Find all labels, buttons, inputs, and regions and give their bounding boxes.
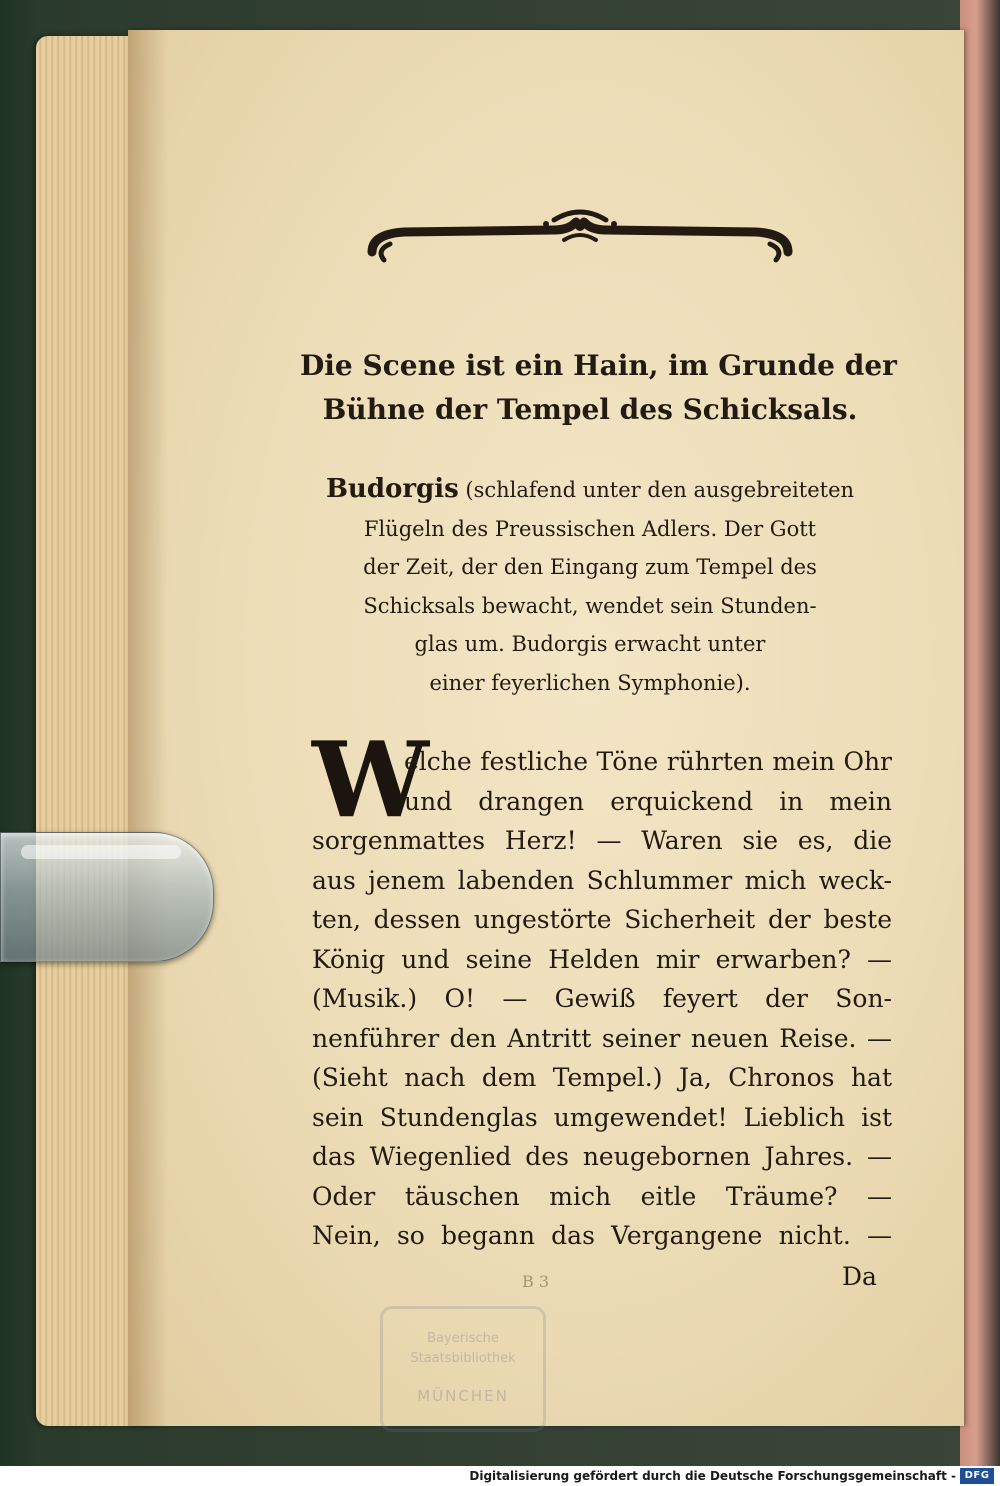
gutter-shadow (128, 30, 168, 1426)
stage-line-text: (schlafend unter den ausgebreiteten (465, 478, 855, 502)
body-line: König und seine Helden mir erwarben? — (312, 944, 892, 974)
clip-highlight (21, 845, 181, 859)
signature-mark: B 3 (522, 1272, 550, 1291)
body-line: (Musik.) O! — Gewiß feyert der Son- (312, 984, 892, 1013)
body-line: Oder täuschen mich eitle Träume? — (312, 1181, 892, 1211)
body-line: ten, dessen ungestörte Sicherheit der beste (312, 905, 892, 934)
stage-line: glas um. Budorgis erwacht unter (414, 632, 766, 656)
page-holder-clip (0, 832, 214, 962)
footer-credit: Digitalisierung gefördert durch die Deutsche Forschungsgemeinschaft - (469, 1469, 956, 1483)
body-line: sorgenmattes Herz! — Waren sie es, die (312, 826, 892, 855)
body-line: (Sieht nach dem Tempel.) Ja, Chronos hat (312, 1063, 892, 1092)
decorative-ornament-icon (364, 200, 796, 272)
stage-line: einer feyerlichen Symphonie). (429, 670, 751, 695)
heading-line: Bühne der Tempel des Schicksals. (322, 393, 858, 426)
library-stamp (380, 1306, 546, 1432)
dfg-logo-icon: DFG (960, 1468, 994, 1484)
body-line: und drangen erquickend in mein (404, 786, 892, 816)
body-line: elche festliche Töne rührten mein Ohr (404, 747, 892, 776)
body-line: Nein, so begann das Vergangene nicht. — (312, 1221, 892, 1250)
stage-direction (300, 470, 880, 702)
stage-line: Schicksals bewacht, wendet sein Stunden- (363, 593, 817, 618)
body-line: aus jenem labenden Schlummer mich weck- (312, 865, 892, 895)
stamp-line: MÜNCHEN (417, 1387, 509, 1405)
body-line: das Wiegenlied des neugebornen Jahres. — (312, 1142, 892, 1171)
stamp-line: Staatsbibliothek (410, 1351, 516, 1366)
stage-line: Flügeln des Preussischen Adlers. Der Gott (363, 516, 817, 541)
character-name: Budorgis (325, 474, 459, 504)
heading-line: Die Scene ist ein Hain, im Grunde der (300, 349, 897, 382)
stage-line (300, 470, 880, 510)
body-text (312, 742, 892, 1256)
stage-line: der Zeit, der den Eingang zum Tempel des (363, 555, 817, 579)
drop-cap: W (312, 718, 429, 841)
body-line: nenführer den Antritt seiner neuen Reise. — (312, 1023, 892, 1053)
scene-heading (300, 344, 897, 432)
stamp-line: Bayerische (427, 1331, 499, 1346)
catchword: Da (842, 1262, 877, 1291)
right-page-edge (960, 0, 1000, 1466)
body-line: sein Stundenglas umgewendet! Lieblich ist (312, 1102, 892, 1132)
